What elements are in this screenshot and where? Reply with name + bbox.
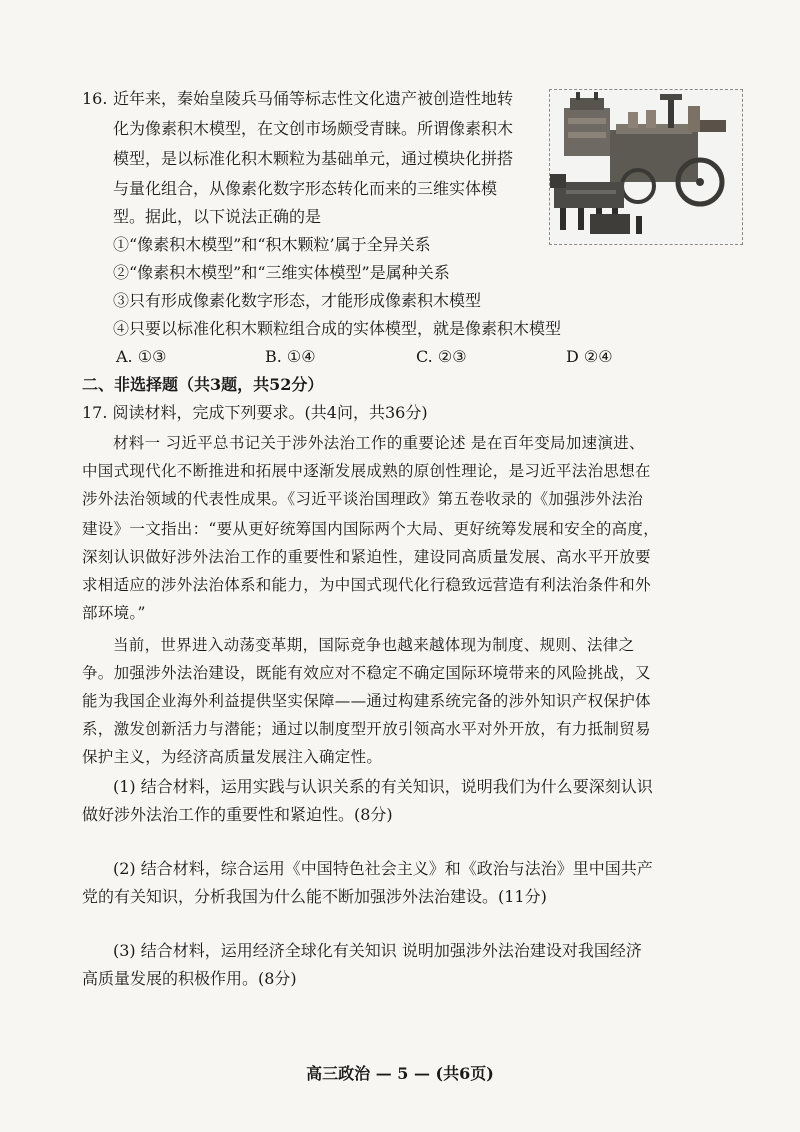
q17-sub3-line-1: (3) 结合材料，运用经济全球化有关知识 说明加强涉外法治建设对我国经济 <box>113 941 642 960</box>
terracotta-pixel-block-model-icon <box>550 90 742 244</box>
q16-option-a[interactable]: A. ①③ <box>116 347 167 366</box>
material1-line-2: 中国式现代化不断推进和拓展中逐渐发展成熟的原创性理论，是习近平法治思想在 <box>82 462 651 480</box>
q17-sub2-line-2: 党的有关知识，分析我国为什么能不断加强涉外法治建设。(11分) <box>82 887 547 906</box>
q17-intro: 17. 阅读材料，完成下列要求。(共4问，共36分) <box>82 403 428 422</box>
q16-stem-line-4: 与量化组合，从像素化数字形态转化而来的三维实体模 <box>113 179 498 198</box>
q16-statement-2: ②“像素积木模型”和“三维实体模型”是属种关系 <box>113 263 450 282</box>
page-footer: 高三政治 — 5 — (共6页) <box>306 1064 494 1083</box>
q16-option-d[interactable]: D ②④ <box>566 347 613 366</box>
material1-line-5: 深刻认识做好涉外法治工作的重要性和紧迫性，建设同高质量发展、高水平开放要 <box>82 548 651 566</box>
terracotta-pixel-model-image <box>549 89 743 245</box>
q16-stem-line-3: 模型，是以标准化积木颗粒为基础单元，通过模块化拼搭 <box>113 149 514 168</box>
q16-statement-4: ④只要以标准化积木颗粒组合成的实体模型，就是像素积木模型 <box>113 319 562 338</box>
q17-sub1-line-1: (1) 结合材料，运用实践与认识关系的有关知识，说明我们为什么要深刻认识 <box>113 777 653 796</box>
section-title: 二、非选择题（共3题，共52分） <box>82 375 324 394</box>
material-paragraph-line-5: 保护主义，为经济高质量发展注入确定性。 <box>82 748 383 766</box>
q16-stem-line-5: 型。据此，以下说法正确的是 <box>113 207 322 226</box>
material-paragraph-line-2: 争。加强涉外法治建设，既能有效应对不稳定不确定国际环境带来的风险挑战，又 <box>82 664 651 682</box>
q16-stem-line-1: 近年来，秦始皇陵兵马俑等标志性文化遗产被创造性地转 <box>113 89 514 108</box>
q17-sub1-line-2: 做好涉外法治工作的重要性和紧迫性。(8分) <box>82 805 393 824</box>
q16-option-c[interactable]: C. ②③ <box>416 347 467 366</box>
material-paragraph-line-1: 当前，世界进入动荡变革期，国际竞争也越来越体现为制度、规则、法律之 <box>113 636 635 654</box>
material1-line-1: 材料一 习近平总书记关于涉外法治工作的重要论述 是在百年变局加速演进、 <box>113 434 645 452</box>
material1-line-4: 建设》一文指出：“要从更好统筹国内国际两个大局、更好统筹发展和安全的高度， <box>82 520 660 538</box>
material1-line-3: 涉外法治领域的代表性成果。《习近平谈治国理政》第五卷收录的《加强涉外法治 <box>82 490 644 508</box>
q16-statement-1: ①“像素积木模型”和“积木颗粒’属于全异关系 <box>113 235 431 254</box>
q16-statement-3: ③只有形成像素化数字形态，才能形成像素积木模型 <box>113 291 482 310</box>
material1-line-7: 部环境。” <box>82 604 146 622</box>
material-paragraph-line-3: 能为我国企业海外利益提供坚实保障——通过构建系统完备的涉外知识产权保护体 <box>82 692 651 710</box>
q17-sub2-line-1: (2) 结合材料，综合运用《中国特色社会主义》和《政治与法治》里中国共产 <box>113 859 653 878</box>
material-paragraph-line-4: 系，激发创新活力与潜能；通过以制度型开放引领高水平对外开放，有力抵制贸易 <box>82 720 651 738</box>
q16-option-b[interactable]: B. ①④ <box>265 347 316 366</box>
material1-line-6: 求相适应的涉外法治体系和能力，为中国式现代化行稳致远营造有利法治条件和外 <box>82 576 651 594</box>
q17-sub3-line-2: 高质量发展的积极作用。(8分) <box>82 969 297 988</box>
q16-stem-line-2: 化为像素积木模型，在文创市场颇受青睐。所谓像素积木 <box>113 119 514 138</box>
q16-number: 16. <box>82 89 108 108</box>
